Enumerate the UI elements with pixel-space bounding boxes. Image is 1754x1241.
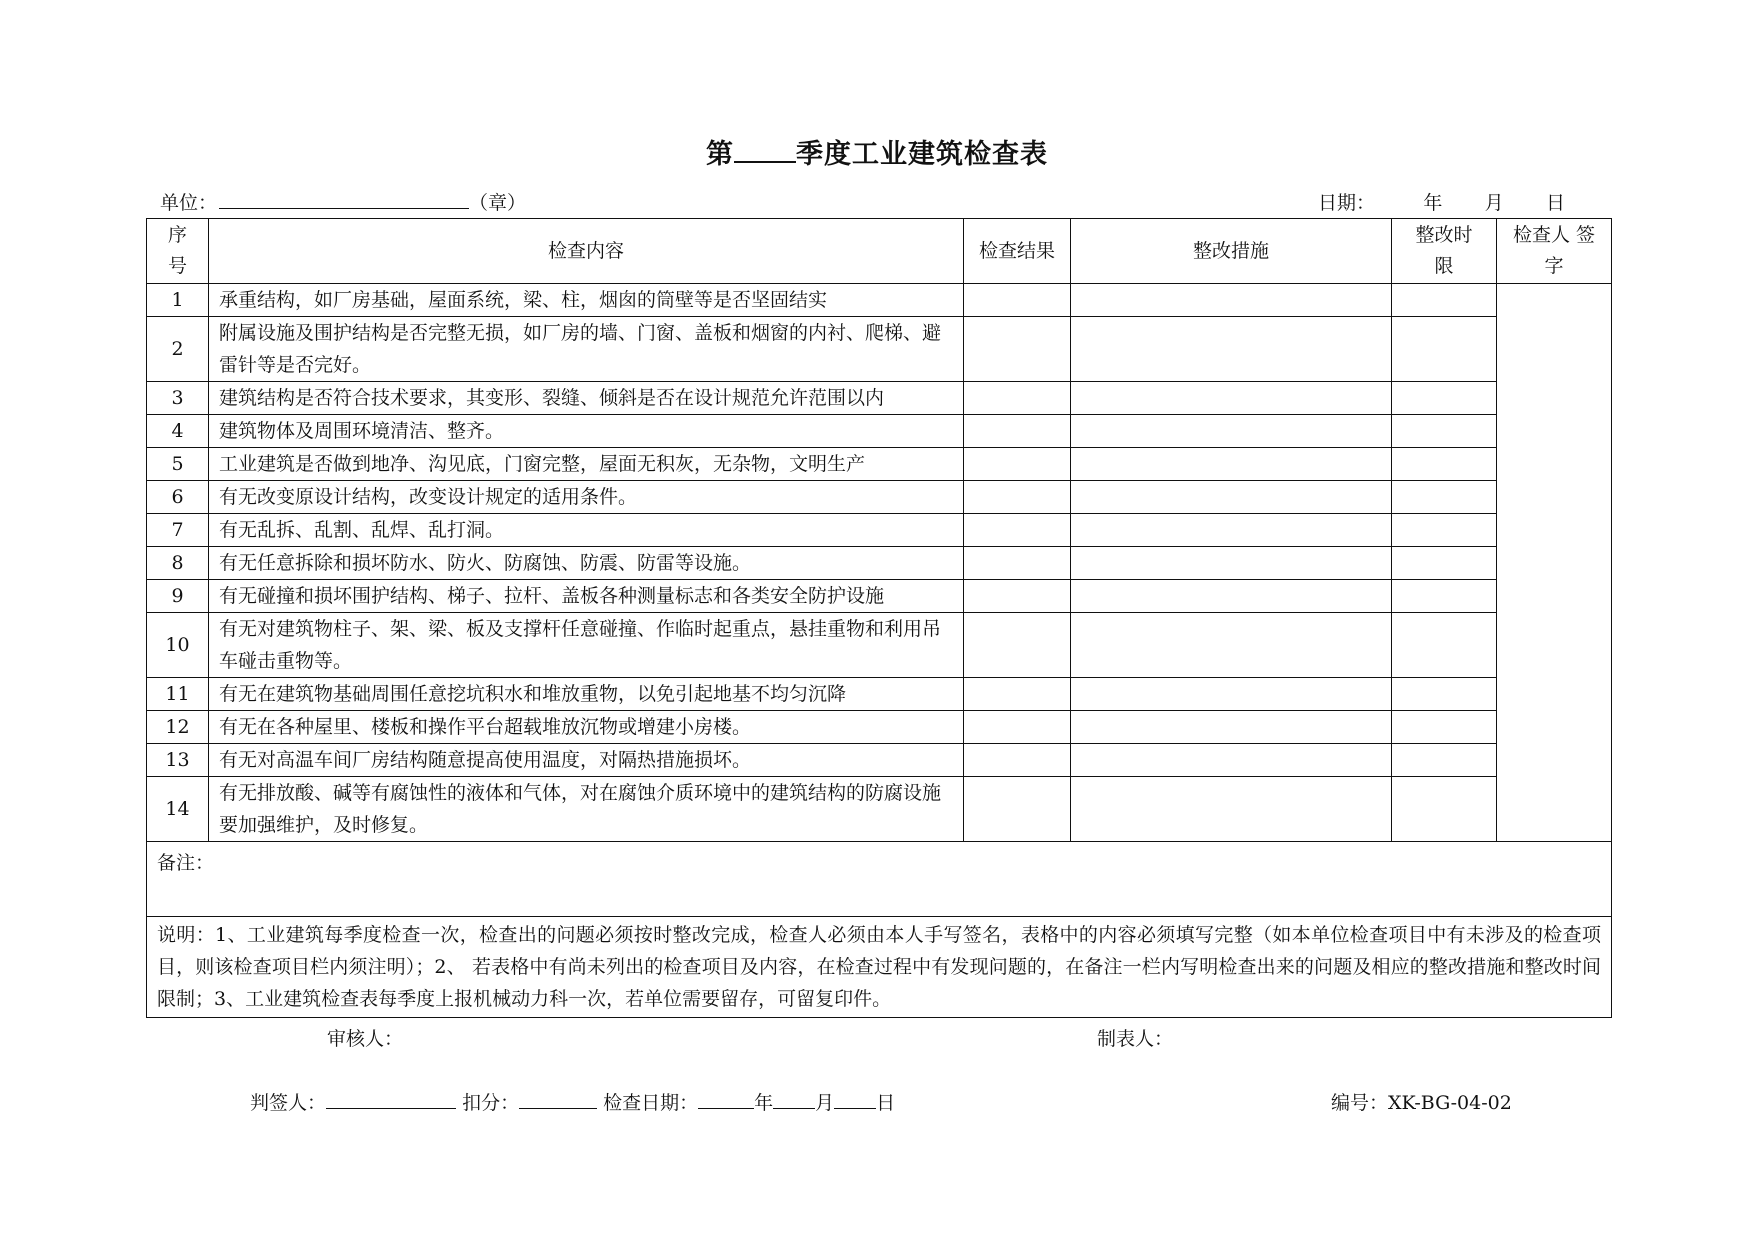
row-content: 承重结构，如厂房基础，屋面系统，梁、柱，烟囱的筒壁等是否坚固结实 xyxy=(209,284,964,317)
row-content: 附属设施及围护结构是否完整无损，如厂房的墙、门窗、盖板和烟窗的内衬、爬梯、避雷针等是否完好。 xyxy=(209,317,964,382)
inspection-table xyxy=(146,218,1612,1018)
result-cell[interactable] xyxy=(964,382,1071,415)
row-content: 有无在各种屋里、楼板和操作平台超载堆放沉物或增建小房楼。 xyxy=(209,711,964,744)
deadline-cell[interactable] xyxy=(1392,514,1497,547)
row-number: 1 xyxy=(147,284,209,317)
header-result: 检查结果 xyxy=(964,219,1071,284)
header-deadline: 整改时 限 xyxy=(1392,219,1497,284)
deadline-cell[interactable] xyxy=(1392,613,1497,678)
row-number: 13 xyxy=(147,744,209,777)
row-content: 有无改变原设计结构，改变设计规定的适用条件。 xyxy=(209,481,964,514)
header-signer: 检查人 签 字 xyxy=(1497,219,1612,284)
row-number: 11 xyxy=(147,678,209,711)
deduct-blank[interactable] xyxy=(519,1090,597,1109)
row-number: 6 xyxy=(147,481,209,514)
measures-cell[interactable] xyxy=(1071,514,1392,547)
reviewer-label: 审核人： xyxy=(327,1028,404,1050)
measures-cell[interactable] xyxy=(1071,284,1392,317)
result-cell[interactable] xyxy=(964,481,1071,514)
row-number: 4 xyxy=(147,415,209,448)
measures-cell[interactable] xyxy=(1071,448,1392,481)
row-content: 工业建筑是否做到地净、沟见底，门窗完整，屋面无积灰，无杂物，文明生产 xyxy=(209,448,964,481)
title-prefix: 第 xyxy=(706,139,734,170)
row-number: 14 xyxy=(147,777,209,842)
date-month: 月 xyxy=(1484,192,1504,214)
result-cell[interactable] xyxy=(964,514,1071,547)
remark-cell[interactable]: 备注： xyxy=(147,842,1612,917)
table-row xyxy=(147,547,1612,580)
row-content: 有无任意拆除和损坏防水、防火、防腐蚀、防震、防雷等设施。 xyxy=(209,547,964,580)
quarter-blank[interactable] xyxy=(734,137,796,163)
table-row xyxy=(147,580,1612,613)
result-cell[interactable] xyxy=(964,777,1071,842)
date-day: 日 xyxy=(1545,192,1565,214)
result-cell[interactable] xyxy=(964,711,1071,744)
measures-cell[interactable] xyxy=(1071,382,1392,415)
result-cell[interactable] xyxy=(964,580,1071,613)
deadline-cell[interactable] xyxy=(1392,580,1497,613)
row-number: 5 xyxy=(147,448,209,481)
measures-cell[interactable] xyxy=(1071,547,1392,580)
table-row xyxy=(147,744,1612,777)
measures-cell[interactable] xyxy=(1071,481,1392,514)
deadline-cell[interactable] xyxy=(1392,547,1497,580)
row-number: 3 xyxy=(147,382,209,415)
date-label: 日期： xyxy=(1318,192,1376,214)
check-day-blank[interactable] xyxy=(834,1090,876,1109)
judge-blank[interactable] xyxy=(326,1090,456,1109)
unit-blank[interactable] xyxy=(219,190,469,209)
footer-signoff-line xyxy=(250,1088,895,1115)
deadline-cell[interactable] xyxy=(1392,284,1497,317)
preparer-label: 制表人： xyxy=(1097,1028,1174,1050)
judge-label: 判签人： xyxy=(250,1092,327,1114)
deadline-cell[interactable] xyxy=(1392,481,1497,514)
date-year: 年 xyxy=(1423,192,1443,214)
result-cell[interactable] xyxy=(964,284,1071,317)
measures-cell[interactable] xyxy=(1071,744,1392,777)
measures-cell[interactable] xyxy=(1071,678,1392,711)
row-content: 建筑物体及周围环境清洁、整齐。 xyxy=(209,415,964,448)
deadline-cell[interactable] xyxy=(1392,448,1497,481)
header-measures: 整改措施 xyxy=(1071,219,1392,284)
measures-cell[interactable] xyxy=(1071,777,1392,842)
row-number: 8 xyxy=(147,547,209,580)
note-row xyxy=(147,917,1612,1018)
result-cell[interactable] xyxy=(964,744,1071,777)
deadline-cell[interactable] xyxy=(1392,678,1497,711)
measures-cell[interactable] xyxy=(1071,613,1392,678)
doc-number: 编号：XK-BG-04-02 xyxy=(1331,1092,1512,1114)
row-number: 2 xyxy=(147,317,209,382)
row-content: 建筑结构是否符合技术要求，其变形、裂缝、倾斜是否在设计规范允许范围以内 xyxy=(209,382,964,415)
check-day-label: 日 xyxy=(876,1092,896,1114)
check-month-label: 月 xyxy=(815,1092,835,1114)
unit-line xyxy=(160,188,526,215)
measures-cell[interactable] xyxy=(1071,711,1392,744)
table-row xyxy=(147,448,1612,481)
check-date-label: 检查日期： xyxy=(603,1092,699,1114)
row-number: 7 xyxy=(147,514,209,547)
measures-cell[interactable] xyxy=(1071,415,1392,448)
unit-label: 单位： xyxy=(160,192,218,214)
row-number: 10 xyxy=(147,613,209,678)
deadline-cell[interactable] xyxy=(1392,415,1497,448)
result-cell[interactable] xyxy=(964,415,1071,448)
row-content: 有无排放酸、碱等有腐蚀性的液体和气体，对在腐蚀介质环境中的建筑结构的防腐设施要加强维护，及时修复。 xyxy=(209,777,964,842)
header-content: 检查内容 xyxy=(209,219,964,284)
result-cell[interactable] xyxy=(964,678,1071,711)
row-number: 9 xyxy=(147,580,209,613)
signer-cell[interactable] xyxy=(1497,284,1612,842)
measures-cell[interactable] xyxy=(1071,580,1392,613)
table-header-row xyxy=(147,219,1612,284)
result-cell[interactable] xyxy=(964,448,1071,481)
table-row xyxy=(147,481,1612,514)
table-row xyxy=(147,613,1612,678)
row-content: 有无对高温车间厂房结构随意提高使用温度，对隔热措施损坏。 xyxy=(209,744,964,777)
check-year-label: 年 xyxy=(754,1092,774,1114)
deadline-cell[interactable] xyxy=(1392,711,1497,744)
unit-seal: （章） xyxy=(469,192,527,214)
result-cell[interactable] xyxy=(964,613,1071,678)
table-row xyxy=(147,382,1612,415)
table-row xyxy=(147,777,1612,842)
row-content: 有无对建筑物柱子、架、梁、板及支撑杆任意碰撞、作临时起重点，悬挂重物和利用吊车碰击重物等。 xyxy=(209,613,964,678)
row-content: 有无碰撞和损坏围护结构、梯子、拉杆、盖板各种测量标志和各类安全防护设施 xyxy=(209,580,964,613)
row-content: 有无乱拆、乱割、乱焊、乱打洞。 xyxy=(209,514,964,547)
deadline-cell[interactable] xyxy=(1392,317,1497,382)
page-title xyxy=(0,132,1754,171)
table-row xyxy=(147,514,1612,547)
deadline-cell[interactable] xyxy=(1392,777,1497,842)
date-line xyxy=(1318,188,1565,215)
remark-row xyxy=(147,842,1612,917)
header-seq: 序 号 xyxy=(147,219,209,284)
title-suffix: 季度工业建筑检查表 xyxy=(796,139,1048,170)
table-row xyxy=(147,711,1612,744)
measures-cell[interactable] xyxy=(1071,317,1392,382)
row-number: 12 xyxy=(147,711,209,744)
check-month-blank[interactable] xyxy=(773,1090,815,1109)
deadline-cell[interactable] xyxy=(1392,744,1497,777)
row-content: 有无在建筑物基础周围任意挖坑积水和堆放重物，以免引起地基不均匀沉降 xyxy=(209,678,964,711)
table-row xyxy=(147,317,1612,382)
deadline-cell[interactable] xyxy=(1392,382,1497,415)
table-row xyxy=(147,284,1612,317)
table-row xyxy=(147,678,1612,711)
deduct-label: 扣分： xyxy=(462,1092,520,1114)
instructions-note: 说明：1、工业建筑每季度检查一次，检查出的问题必须按时整改完成，检查人必须由本人手写签名，表格中的内容必须填写完整（如本单位检查项目中有未涉及的检查项目，则该检查项目栏内须注明）；2、 若表格中有尚未列出的检查项目及内容，在检查过程中有发现问题的，在备注一栏内写明检查出来的问题及相应的整改措施和整改时间限制；3、工业建筑检查表每季度上报机械动力科一次，若单位需要留存，可留复印件。 xyxy=(147,917,1612,1018)
result-cell[interactable] xyxy=(964,317,1071,382)
check-year-blank[interactable] xyxy=(698,1090,754,1109)
result-cell[interactable] xyxy=(964,547,1071,580)
table-row xyxy=(147,415,1612,448)
